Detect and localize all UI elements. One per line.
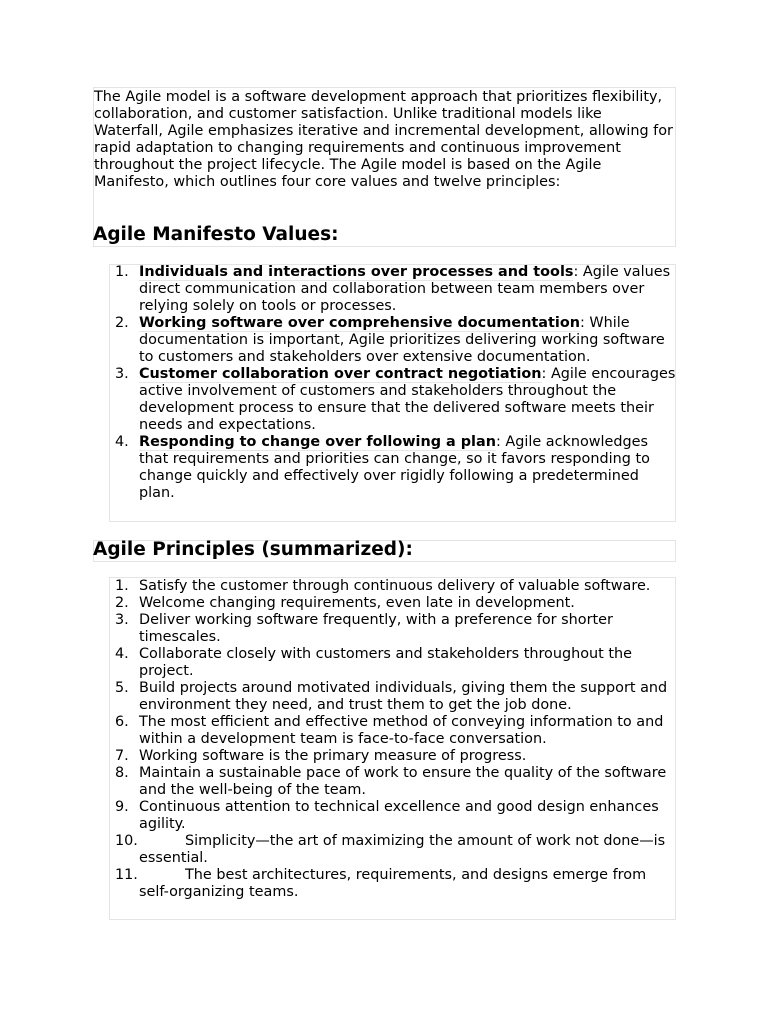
value-title: Responding to change over following a plan [139,434,496,450]
list-item [109,748,676,765]
list-number: 1. [115,264,129,280]
list-number: 3. [115,366,129,382]
list-number: 4. [115,646,129,662]
list-item [109,595,676,612]
list-item [109,434,676,502]
list-number: 10. [115,833,138,849]
principle-text: Build projects around motivated individuals, giving them the support and environment they need, and trust them to get the job done. [139,680,668,713]
value-title: Working software over comprehensive documentation [139,315,580,331]
list-number: 5. [115,680,129,696]
value-title: Customer collaboration over contract negotiation [139,366,542,382]
intro-paragraph: The Agile model is a software development approach that prioritizes flexibility, collaboration, and customer satisfaction. Unlike traditional models like Waterfall, Agile emphasizes iterative and incremental development, allowing for rapid adaptation to changing requirements and continuous improvement throughout the project lifecycle. The Agile model is based on the Agile Manifesto, which outlines four core values and twelve principles: [94,89,673,190]
values-heading: Agile Manifesto Values: [93,224,339,245]
value-title: Individuals and interactions over processes and tools [139,264,574,280]
values-list [109,264,676,502]
principles-list [109,578,676,901]
principle-text: Collaborate closely with customers and stakeholders throughout the project. [139,646,632,679]
list-item [109,315,676,366]
list-number: 9. [115,799,129,815]
list-item [109,680,676,714]
value-description: : Agile acknowledges that requirements and priorities can change, so it favors responding to change quickly and effectively over rigidly following a predetermined plan. [139,434,650,501]
list-number: 11. [115,867,138,883]
list-item [109,714,676,748]
list-number: 4. [115,434,129,450]
list-item [109,799,676,833]
principle-text: Simplicity—the art of maximizing the amount of work not done—is essential. [139,833,666,866]
list-item [109,867,676,901]
list-item [109,833,676,867]
list-item [109,264,676,315]
intro-paragraph-box [93,87,676,247]
list-item [109,578,676,595]
principle-text: Working software is the primary measure of progress. [139,748,527,764]
principles-heading: Agile Principles (summarized): [93,539,413,560]
list-item [109,765,676,799]
principle-text: Continuous attention to technical excellence and good design enhances agility. [139,799,659,832]
list-number: 7. [115,748,129,764]
principle-text: The most efficient and effective method of conveying information to and within a development team is face-to-face conversation. [139,714,664,747]
list-number: 6. [115,714,129,730]
principle-text: The best architectures, requirements, and designs emerge from self-organizing teams. [139,867,647,900]
principle-text: Satisfy the customer through continuous delivery of valuable software. [139,578,651,594]
value-description: : While documentation is important, Agile prioritizes delivering working software to customers and stakeholders over extensive documentation. [139,315,665,365]
value-description: : Agile encourages active involvement of customers and stakeholders throughout the development process to ensure that the delivered software meets their needs and expectations. [139,366,676,433]
list-number: 3. [115,612,129,628]
list-item [109,646,676,680]
principle-text: Deliver working software frequently, with a preference for shorter timescales. [139,612,613,645]
list-number: 2. [115,315,129,331]
list-item [109,612,676,646]
list-number: 8. [115,765,129,781]
list-number: 2. [115,595,129,611]
value-description: : Agile values direct communication and collaboration between team members over relying solely on tools or processes. [139,264,671,314]
list-number: 1. [115,578,129,594]
principle-text: Welcome changing requirements, even late in development. [139,595,575,611]
list-item [109,366,676,434]
principle-text: Maintain a sustainable pace of work to ensure the quality of the software and the well-being of the team. [139,765,667,798]
